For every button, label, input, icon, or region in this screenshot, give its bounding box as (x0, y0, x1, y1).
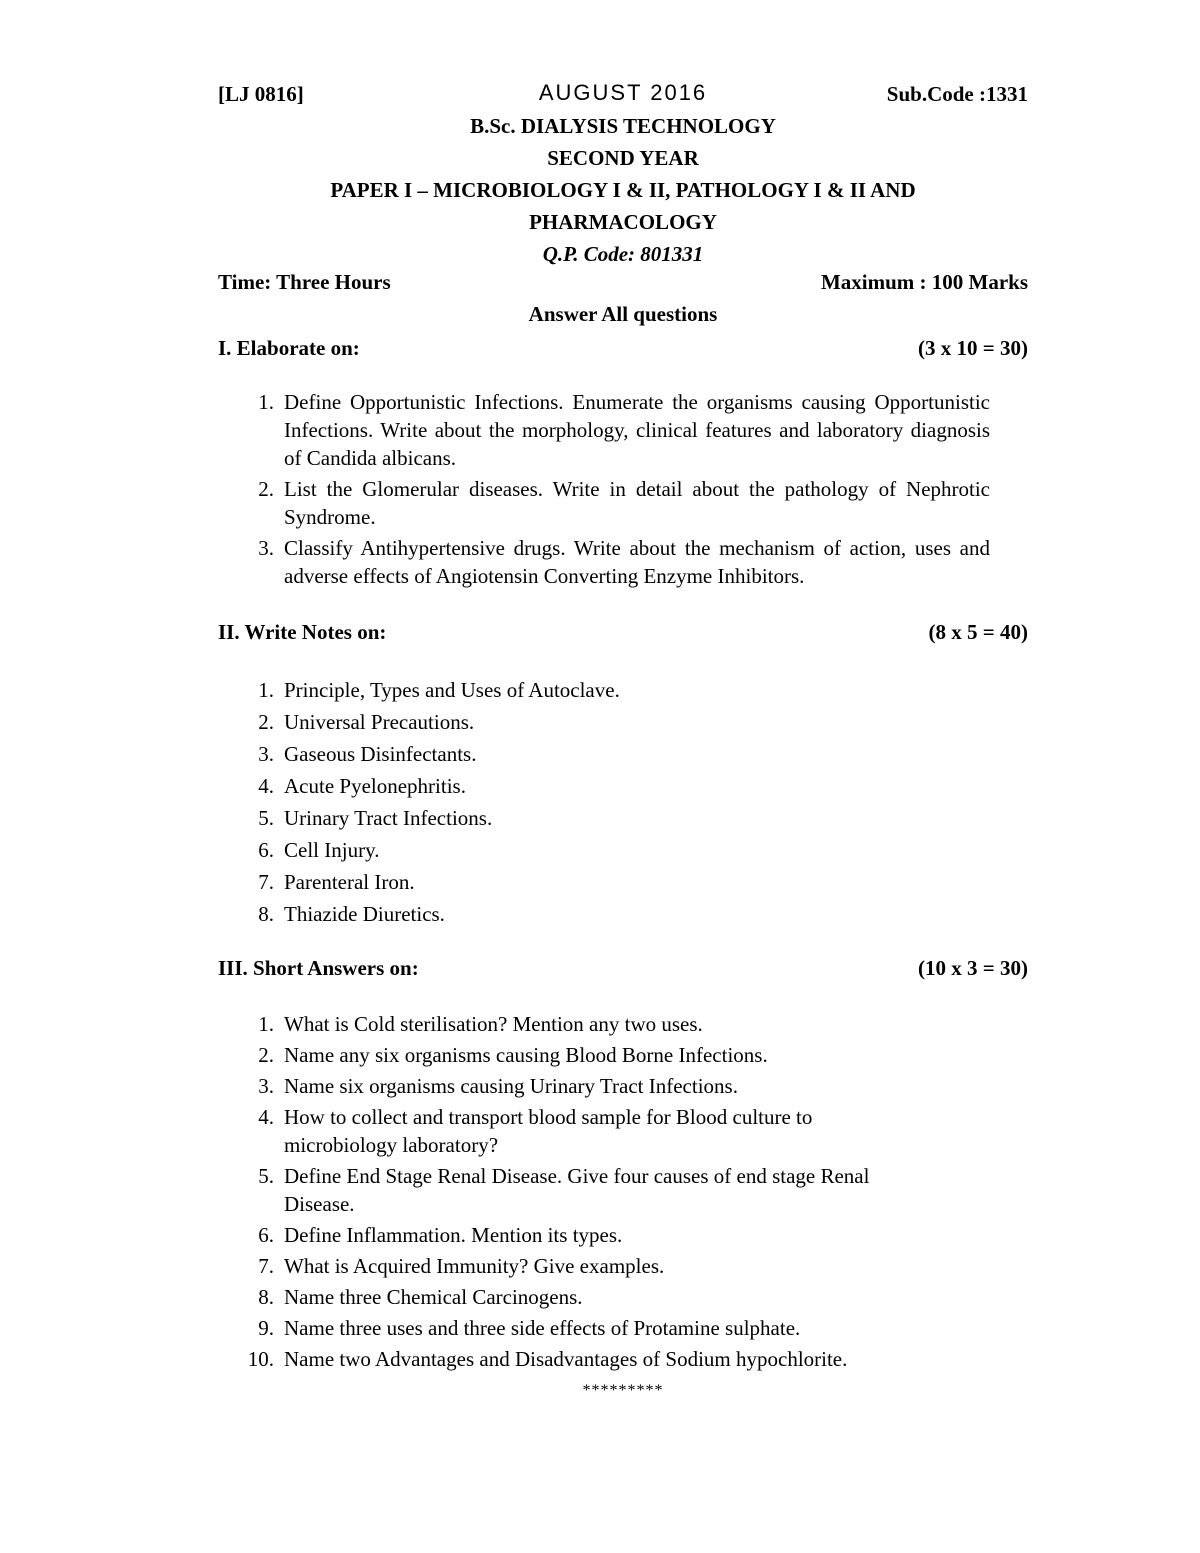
question-text: Name two Advantages and Disadvantages of Sodium hypochlorite. (284, 1347, 848, 1371)
question-number: 10. (247, 1347, 274, 1371)
question-item (240, 475, 990, 531)
question-item (240, 1283, 920, 1311)
question-number: 7. (258, 870, 274, 894)
question-item (240, 1345, 1004, 1373)
question-item (240, 706, 990, 738)
question-number: 1. (258, 390, 274, 414)
question-list (240, 674, 990, 930)
question-number: 6. (258, 838, 274, 862)
question-number: 3. (258, 742, 274, 766)
section-marks: (10 x 3 = 30) (918, 956, 1028, 980)
header-row (218, 80, 1028, 110)
question-text: Cell Injury. (284, 838, 380, 862)
question-item (240, 866, 990, 898)
section-title: III. Short Answers on: (218, 956, 419, 980)
question-text: Thiazide Diuretics. (284, 902, 445, 926)
question-text: How to collect and transport blood sample for Blood culture to microbiology laboratory? (284, 1105, 813, 1157)
time-label: Time: Three Hours (218, 270, 391, 294)
question-number: 2. (258, 477, 274, 501)
question-item (240, 388, 990, 472)
question-list (240, 1010, 920, 1373)
question-number: 1. (258, 678, 274, 702)
question-text: Principle, Types and Uses of Autoclave. (284, 678, 620, 702)
section-title: II. Write Notes on: (218, 620, 387, 644)
question-text: Gaseous Disinfectants. (284, 742, 477, 766)
question-item (240, 1010, 920, 1038)
question-item (240, 770, 990, 802)
year-title: SECOND YEAR (547, 146, 699, 170)
question-text: Name three Chemical Carcinogens. (284, 1285, 583, 1309)
sub-code: Sub.Code :1331 (886, 82, 1028, 106)
degree-title: B.Sc. DIALYSIS TECHNOLOGY (470, 114, 776, 138)
question-text: List the Glomerular diseases. Write in detail about the pathology of Nephrotic Syndrome. (284, 477, 990, 529)
question-text: Acute Pyelonephritis. (284, 774, 466, 798)
question-number: 3. (258, 536, 274, 560)
question-item (240, 674, 990, 706)
question-text: What is Cold sterilisation? Mention any two uses. (284, 1012, 703, 1036)
question-text: Universal Precautions. (284, 710, 475, 734)
exam-session: AUGUST 2016 (538, 80, 708, 105)
question-number: 2. (258, 1043, 274, 1067)
question-text: Define Opportunistic Infections. Enumerate the organisms causing Opportunistic Infections. Write about the morphology, clinical features and laboratory diagnosis of Candida albicans. (284, 390, 990, 470)
question-list (240, 388, 990, 590)
question-item (240, 1162, 920, 1218)
question-text: What is Acquired Immunity? Give examples. (284, 1254, 665, 1278)
question-item (240, 834, 990, 866)
question-item (240, 1103, 920, 1159)
max-marks-label: Maximum : 100 Marks (820, 270, 1028, 294)
instruction: Answer All questions (528, 302, 718, 326)
section-title: I. Elaborate on: (218, 336, 360, 360)
question-text: Parenteral Iron. (284, 870, 415, 894)
question-number: 2. (258, 710, 274, 734)
question-number: 3. (258, 1074, 274, 1098)
question-number: 8. (258, 902, 274, 926)
question-item (240, 1041, 920, 1069)
question-text: Urinary Tract Infections. (284, 806, 493, 830)
question-number: 5. (258, 806, 274, 830)
question-text: Name three uses and three side effects of Protamine sulphate. (284, 1316, 801, 1340)
question-number: 8. (258, 1285, 274, 1309)
question-item (240, 738, 990, 770)
section-marks: (3 x 10 = 30) (918, 336, 1028, 360)
question-item (240, 1072, 920, 1100)
paper-title-line2: PHARMACOLOGY (529, 210, 717, 234)
question-item (240, 534, 990, 590)
question-text: Classify Antihypertensive drugs. Write about the mechanism of action, uses and adverse effects of Angiotensin Converting Enzyme Inhibitors. (284, 536, 990, 588)
question-number: 5. (258, 1164, 274, 1188)
question-number: 6. (258, 1223, 274, 1247)
end-stars: ********* (582, 1382, 664, 1399)
question-item (240, 1221, 920, 1249)
question-item (240, 1252, 920, 1280)
question-text: Define End Stage Renal Disease. Give four causes of end stage Renal Disease. (284, 1164, 870, 1216)
question-text: Name six organisms causing Urinary Tract Infections. (284, 1074, 738, 1098)
question-item (240, 898, 990, 930)
question-number: 4. (258, 1105, 274, 1129)
question-number: 4. (258, 774, 274, 798)
paper-ref: [LJ 0816] (218, 82, 304, 106)
question-text: Name any six organisms causing Blood Borne Infections. (284, 1043, 768, 1067)
qp-code: Q.P. Code: 801331 (542, 242, 704, 266)
question-item (240, 1314, 920, 1342)
paper-title-line1: PAPER I – MICROBIOLOGY I & II, PATHOLOGY I & II AND (330, 178, 916, 202)
question-number: 9. (258, 1316, 274, 1340)
question-number: 1. (258, 1012, 274, 1036)
question-item (240, 802, 990, 834)
section-marks: (8 x 5 = 40) (928, 620, 1028, 644)
question-text: Define Inflammation. Mention its types. (284, 1223, 623, 1247)
question-number: 7. (258, 1254, 274, 1278)
